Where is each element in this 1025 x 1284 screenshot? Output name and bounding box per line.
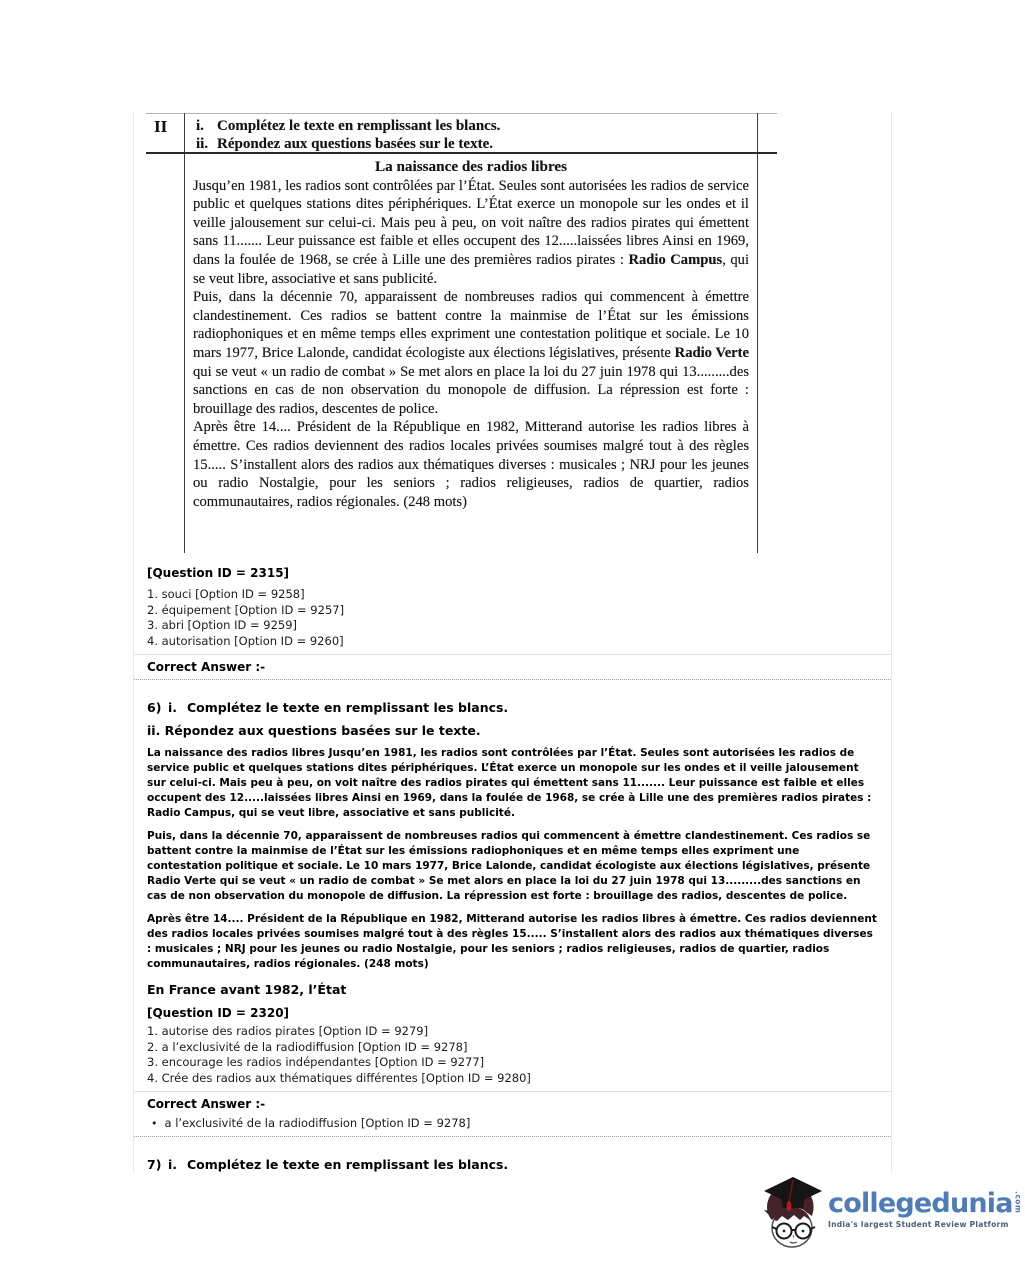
options-list — [147, 1026, 891, 1084]
option-item: 4. Crée des radios aux thématiques différentes [Option ID = 9280] — [147, 1070, 531, 1085]
scan-table-top-rule — [146, 113, 777, 114]
section-row-label: II — [154, 117, 168, 136]
option-item: 1. souci [Option ID = 9258] — [147, 587, 305, 601]
instruction-text: Complétez le texte en remplissant les blancs. — [187, 700, 509, 715]
scan-question-table — [146, 113, 758, 553]
solid-divider — [134, 1091, 891, 1092]
content-frame — [133, 113, 892, 1173]
brand-text: collegedunia — [828, 1188, 1013, 1219]
scan-table-header-rule — [146, 152, 777, 154]
correct-answer-label: Correct Answer :- — [147, 660, 266, 674]
scan-instructions — [196, 113, 758, 153]
brand-suffix: .com — [1013, 1191, 1023, 1214]
passage-text: qui se veut « un radio de combat » Se met alors en place la loi du 27 juin 1978 qui 13.........des sanctions en cas de non observation du monopole de diffusion. La répression est forte : brouillage des radios, descentes de police. — [193, 363, 749, 417]
collegedunia-wordmark — [828, 1188, 1023, 1229]
passage-bold-term: Radio Campus — [628, 251, 723, 268]
solid-divider — [134, 654, 891, 655]
question-6-heading — [147, 700, 891, 715]
option-item: 4. autorisation [Option ID = 9260] — [147, 633, 344, 648]
passage-text: Puis, dans la décennie 70, apparaissent de nombreuses radios qui commencent à émettre clandestinement. Ces radios se battent contre la mainmise de l’État sur les émissions radiophoniques et en même temps elles expriment une contestation politique et sociale. Le 10 mars 1977, Brice Lalonde, candidat écologiste aux élections législatives, présente — [193, 289, 749, 361]
scan-passage — [185, 153, 758, 511]
instruction-number: i. — [168, 1157, 178, 1172]
passage-paragraph-1 — [193, 177, 749, 289]
question-id-label: [Question ID = 2315] — [147, 566, 290, 580]
collegedunia-mascot-icon — [762, 1176, 824, 1260]
option-item: 1. autorise des radios pirates [Option ID = 9279] — [147, 1024, 429, 1038]
passage-paragraph-3: Après être 14.... Président de la République en 1982, Mitterand autorise les radios libres à émettre. Ces radios deviennent des radios locales privées soumises malgré tout à des règles 15..... S’installent alors des radios aux thématiques diverses : musicales ; NRJ pour les jeunes ou radio Nostalgie, pour les seniors ; radios religieuses, radios de quartier, radios communautaires, radios régionales. (248 mots) — [193, 419, 749, 510]
option-item: 3. abri [Option ID = 9259] — [147, 618, 298, 632]
dotted-divider — [134, 679, 891, 680]
scan-instruction-i — [196, 117, 758, 135]
passage-bold-term: Radio Verte — [674, 344, 749, 361]
instruction-text: Répondez aux questions basées sur le texte. — [217, 136, 493, 152]
instruction-number: i. — [196, 118, 204, 134]
instruction-text: Complétez le texte en remplissant les blancs. — [187, 1157, 509, 1172]
correct-answer-label: Correct Answer :- — [147, 1097, 266, 1111]
instruction-number: i. — [168, 700, 178, 715]
passage-text: , qui se veut libre, associative et sans publicité. — [193, 251, 750, 287]
question-6-paragraph-3: Après être 14.... Président de la République en 1982, Mitterand autorise les radios libres à émettre. Ces radios deviennent des radios locales privées soumises malgré tout à des règles 15..... S’installent alors des radios aux thématiques diverses : musicales ; NRJ pour les jeunes ou radio Nostalgie, pour les seniors ; radios religieuses, radios de quartier, radios communautaires, radios régionales. (248 mots) — [147, 913, 877, 970]
correct-answer-item — [151, 1116, 891, 1130]
bullet-icon: • — [151, 1117, 158, 1130]
question-6-paragraph-2: Puis, dans la décennie 70, apparaissent de nombreuses radios qui commencent à émettre clandestinement. Ces radios se battent contre la mainmise de l’État sur les émissions radiophoniques et en même temps elles expriment une contestation politique et sociale. Le 10 mars 1977, Brice Lalonde, candidat écologiste aux élections législatives, présente Radio Verte qui se veut « un radio de combat » Se met alors en place la loi du 27 juin 1978 qui 13.........des sanctions en cas de non observation du monopole de diffusion. La répression est forte : brouillage des radios, descentes de police. — [147, 830, 871, 902]
scan-table-right-rule — [757, 113, 758, 553]
brand-tagline: India's largest Student Review Platform — [828, 1220, 1009, 1229]
question-6-subinstruction: ii. Répondez aux questions basées sur le texte. — [147, 723, 481, 738]
passage-paragraph-2 — [193, 288, 749, 418]
question-number: 6) — [147, 700, 162, 715]
passage-title: La naissance des radios libres — [374, 158, 568, 175]
options-list — [147, 589, 891, 647]
question-7-heading — [147, 1157, 891, 1172]
scan-table-column-divider — [184, 113, 185, 553]
scan-instruction-ii — [196, 135, 758, 153]
correct-answer-text: a l’exclusivité de la radiodiffusion [Option ID = 9278] — [164, 1116, 471, 1130]
dotted-divider — [134, 1136, 891, 1137]
collegedunia-logo[interactable] — [760, 1172, 1023, 1272]
option-item: 2. a l’exclusivité de la radiodiffusion [Option ID = 9278] — [147, 1039, 468, 1054]
question-6-stem: En France avant 1982, l’État — [147, 982, 347, 997]
option-item: 3. encourage les radios indépendantes [Option ID = 9277] — [147, 1055, 485, 1069]
question-6-paragraph-1: La naissance des radios libres Jusqu’en 1981, les radios sont contrôlées par l’État. Seules sont autorisées les radios de service public et quelques stations dites périphériques. L’État exerce un monopole sur les ondes et il veille jalousement sur celui-ci. Mais peu à peu, on voit naître des radios pirates qui émettent sans 11....... Leur puissance est faible et elles occupent des 12.....laissées libres Ainsi en 1969, dans la foulée de 1968, se crée à Lille une des premières radios pirates : Radio Campus, qui se veut libre, associative et sans publicité. — [147, 747, 872, 819]
passage-text: Jusqu’en 1981, les radios sont contrôlées par l’État. Seules sont autorisées les radios de service public et quelques stations dites périphériques. L’État exerce un monopole sur les ondes et il veille jalousement sur celui-ci. Mais peu à peu, on voit naître des radios pirates qui émettent sans 11....... Leur puissance est faible et elles occupent des 12.....laissées libres Ainsi en 1969, dans la foulée de 1968, se crée à Lille une des premières radios pirates : — [193, 177, 749, 268]
option-item: 2. équipement [Option ID = 9257] — [147, 602, 345, 617]
question-id-label: [Question ID = 2320] — [147, 1006, 290, 1020]
instruction-text: Complétez le texte en remplissant les blancs. — [217, 118, 501, 134]
instruction-number: ii. — [196, 136, 209, 152]
question-number: 7) — [147, 1157, 162, 1172]
